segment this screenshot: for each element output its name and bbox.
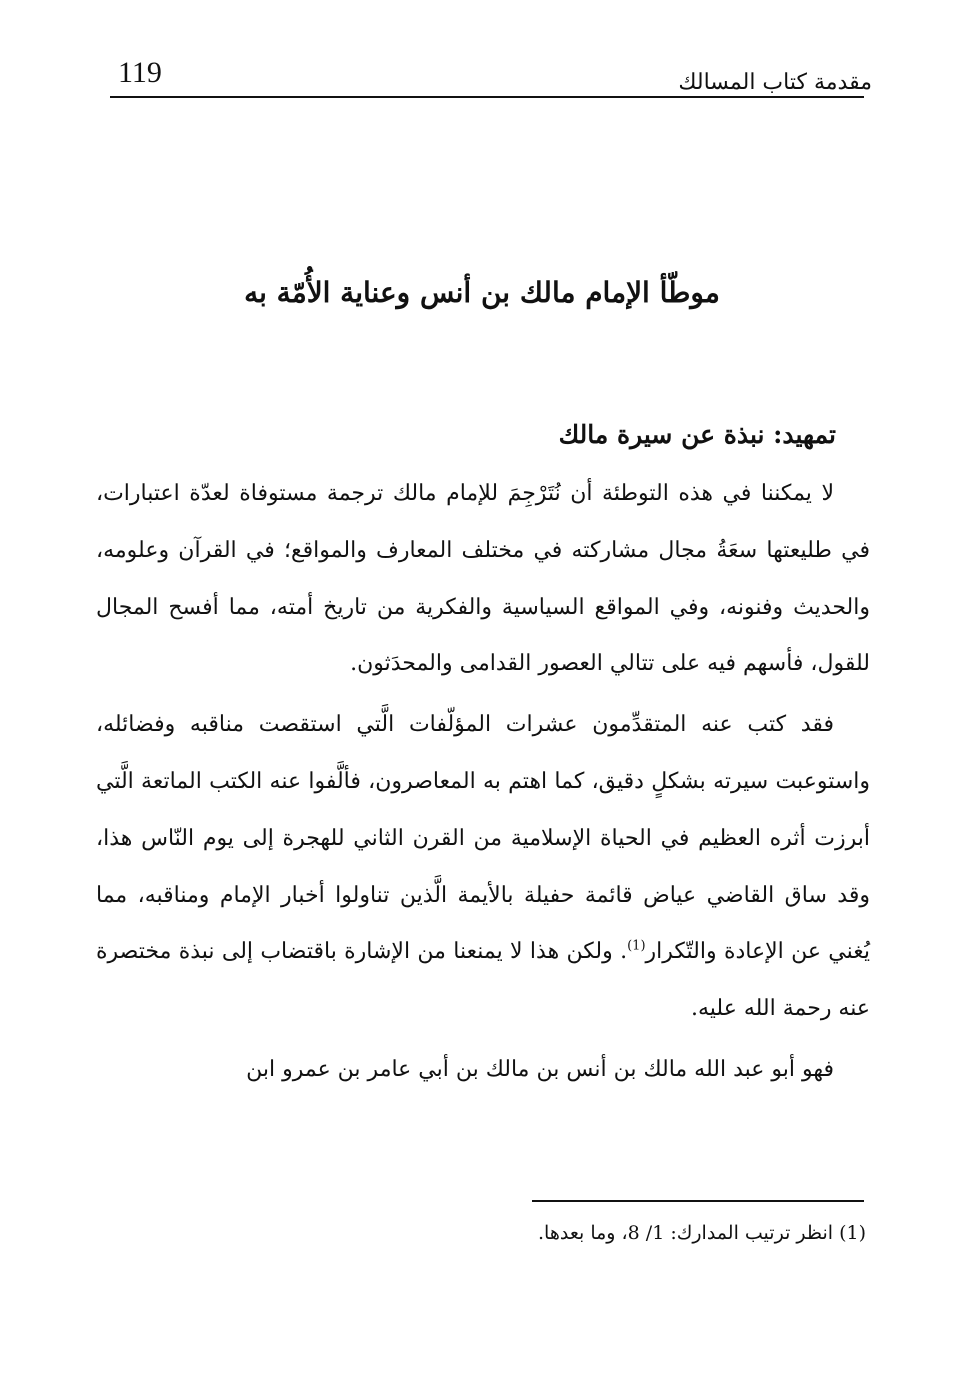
chapter-title: موطّأ الإمام مالك بن أنس وعناية الأُمّة به	[244, 276, 720, 309]
running-title: مقدمة كتاب المسالك	[678, 70, 872, 95]
paragraph-2	[96, 697, 870, 1038]
paragraph-3: فهو أبو عبد الله مالك بن أنس بن مالك بن أبي عامر بن عمرو ابن	[246, 1056, 834, 1082]
paragraph-1: لا يمكننا في هذه التوطئة أن نُتَرْجِمَ للإمام مالك ترجمة مستوفاة لعدّة اعتبارات، في طليعتها سعَةُ مجال مشاركته في مختلف المعارف والمواقع؛ في القرآن وعلومه، والحديث وفنونه، وفي المواقع السياسية والفكرية من تاريخ أمته، مما أفسح المجال للقول، فأسهم فيه على تتالي العصور القدامى والمحدَثون.	[96, 481, 870, 677]
footnote-marker: (1)	[839, 1222, 866, 1244]
footnote-text: انظر ترتيب المدارك: 1/ 8، وما بعدها.	[538, 1222, 834, 1244]
paragraph-2-text-after-note: . ولكن هذا لا يمنعنا من الإشارة باقتضاب إلى نبذة مختصرة عنه رحمة الله عليه.	[96, 939, 870, 1022]
footnote-reference: (1)	[627, 939, 646, 955]
section-heading: تمهيد: نبذة عن سيرة مالك	[558, 420, 836, 449]
paragraph-2-text-before-note: فقد كتب عنه المتقدِّمون عشرات المؤلّفات الَّتي استقصت مناقبه وفضائله، واستوعبت سيرته بشكلٍ دقيق، كما اهتم به المعاصرون، فألَّفوا عنه الكتب الماتعة الَّتي أبرزت أثره العظيم في الحياة الإسلامية من القرن الثاني للهجرة إلى يوم النّاس هذا، وقد ساق القاضي عياض قائمة حفيلة بالأيمة الَّذين تناولوا أخبار الإمام ومناقبه، مما يُغني عن الإعادة والتّكرار	[96, 712, 871, 965]
body-text	[96, 466, 870, 1099]
footnote	[538, 1222, 866, 1244]
footnote-rule	[532, 1200, 864, 1202]
page-number: 119	[118, 56, 162, 89]
header-rule	[110, 96, 864, 98]
